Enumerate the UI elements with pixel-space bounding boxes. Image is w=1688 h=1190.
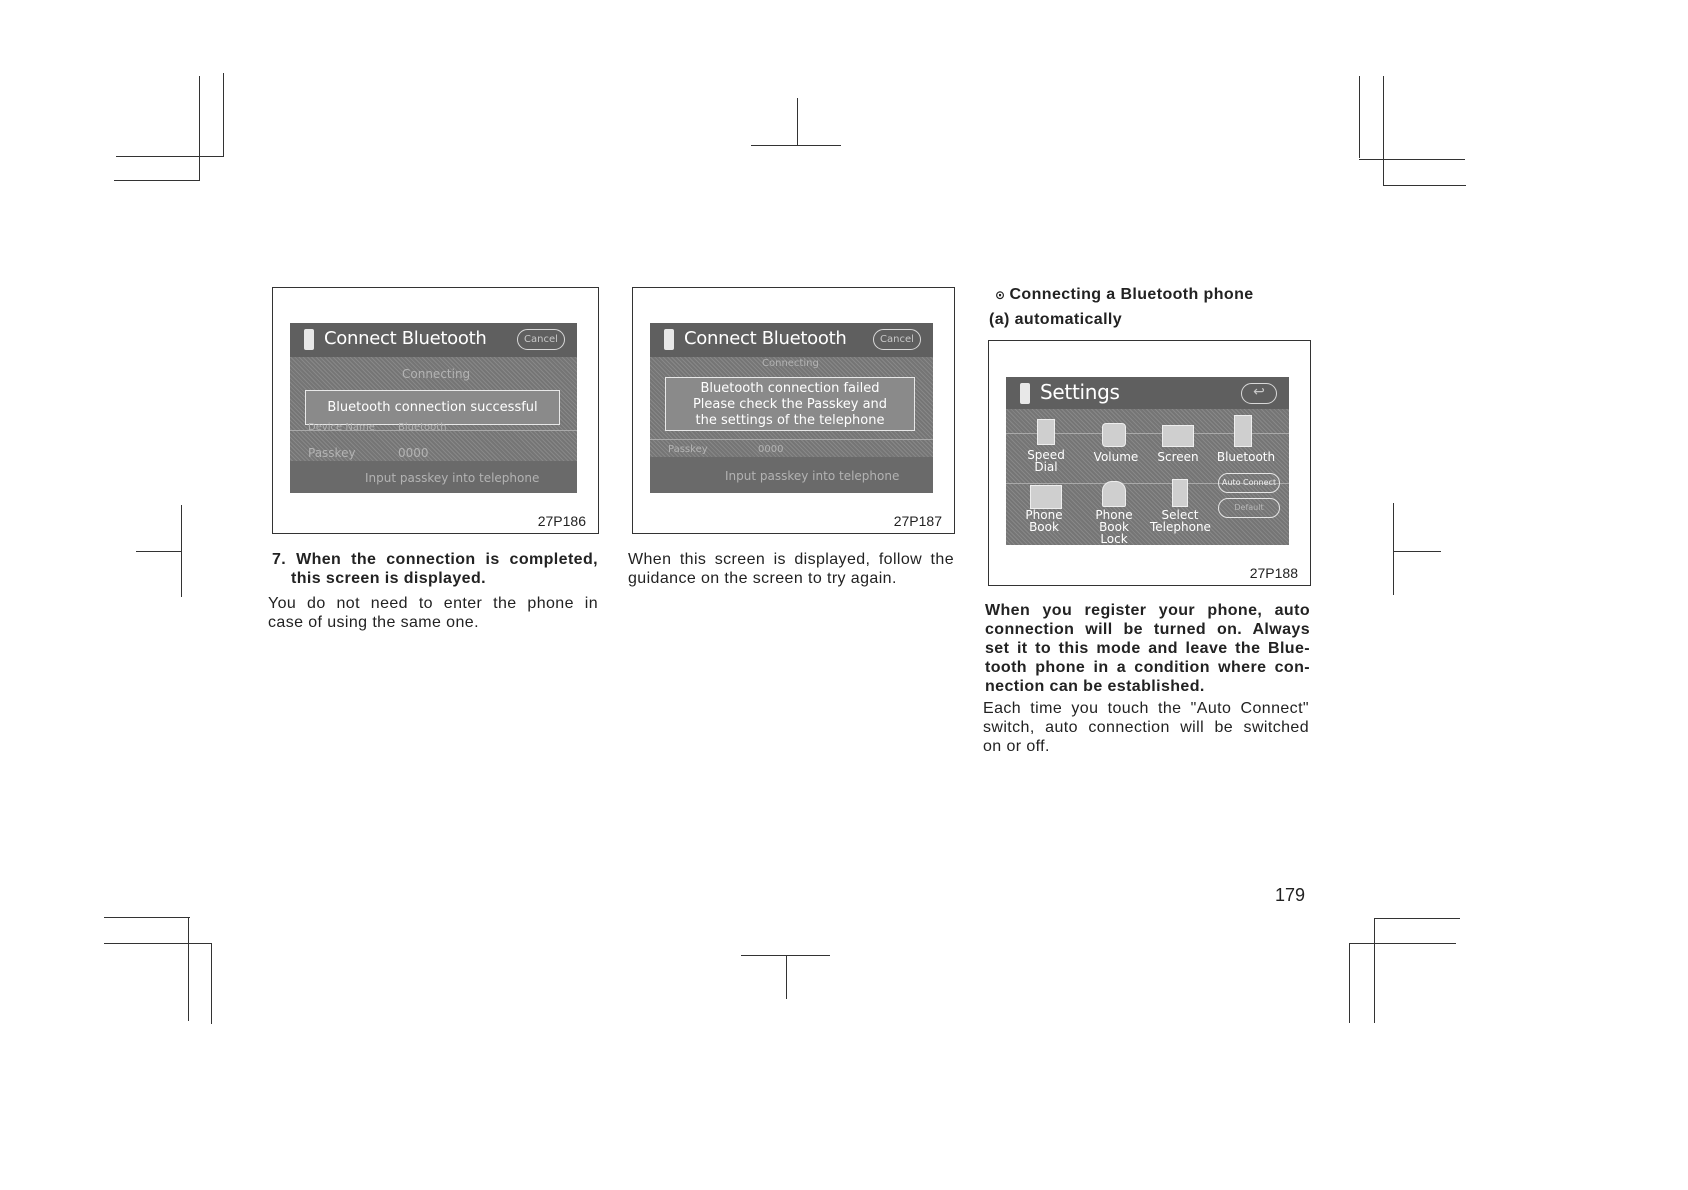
auto-connect-switch-note: Each time you touch the "Auto Connect" switch, auto connection will be switched on or off.	[983, 700, 1309, 755]
figure-27p188	[988, 340, 1311, 586]
connect-bluetooth-screen	[650, 323, 933, 493]
section-title: ⊙ Connecting a Bluetooth phone	[995, 286, 1254, 303]
figure-code: 27P186	[537, 513, 586, 529]
phone-icon	[1020, 383, 1030, 404]
device-name-value: Bluetooth	[398, 422, 447, 433]
lock-icon	[1102, 481, 1126, 507]
connect-bluetooth-screen	[290, 323, 577, 493]
bluetooth-phone-icon	[1234, 415, 1252, 447]
page-number: 179	[1275, 885, 1306, 905]
failure-guidance: When this screen is displayed, follow the guidance on the screen to try again.	[628, 551, 954, 587]
auto-connect-button[interactable]: Auto Connect	[1218, 473, 1280, 493]
figure-code: 27P188	[1249, 565, 1298, 581]
status-text: Connecting	[402, 367, 471, 381]
figure-27p187	[632, 287, 955, 534]
device-name-label: Device Name	[308, 422, 375, 433]
passkey-value: 0000	[398, 446, 429, 460]
failure-message: Bluetooth connection failed Please check the Passkey and the settings of the telephone	[665, 377, 915, 431]
footer-instruction: Input passkey into telephone	[725, 469, 900, 483]
figure-27p186	[272, 287, 599, 534]
step-heading: 7. When the connection is completed, this screen is displayed.	[272, 551, 598, 587]
status-text: Connecting	[762, 358, 819, 369]
speed-dial-icon	[1037, 419, 1055, 445]
speaker-icon	[1102, 423, 1126, 447]
back-button[interactable]: ↩	[1241, 383, 1277, 404]
subsection-title: (a) automatically	[989, 311, 1123, 328]
cancel-button[interactable]: Cancel	[517, 329, 565, 350]
passkey-label: Passkey	[308, 446, 356, 460]
settings-screen: Settings ↩ Speed Dial Volume Screen Bluetooth Phone Book Phone Book Lock Select Telephone Auto Connect Default	[1006, 377, 1289, 545]
cancel-button[interactable]: Cancel	[873, 329, 921, 350]
phone-icon	[664, 329, 674, 350]
bullet-icon: ⊙	[995, 288, 1006, 302]
default-button[interactable]: Default	[1218, 498, 1280, 518]
figure-code: 27P187	[893, 513, 942, 529]
book-icon	[1030, 485, 1062, 509]
success-message: Bluetooth connection successful	[305, 390, 560, 425]
passkey-value: 0000	[758, 444, 784, 455]
phone-icon	[304, 329, 314, 350]
screen-title: Connect Bluetooth	[684, 328, 847, 349]
footer-instruction: Input passkey into telephone	[365, 471, 540, 485]
screen-title: Settings	[1040, 380, 1120, 404]
monitor-icon	[1162, 425, 1194, 447]
auto-connection-note: When you register your phone, auto connection will be turned on. Always set it to this mode and leave the Blue- tooth phone in a condition where con- nection can be established.	[985, 602, 1310, 695]
step-note: You do not need to enter the phone in case of using the same one.	[268, 595, 598, 631]
telephone-icon	[1172, 479, 1188, 507]
screen-title: Connect Bluetooth	[324, 328, 487, 349]
passkey-label: Passkey	[668, 444, 708, 455]
